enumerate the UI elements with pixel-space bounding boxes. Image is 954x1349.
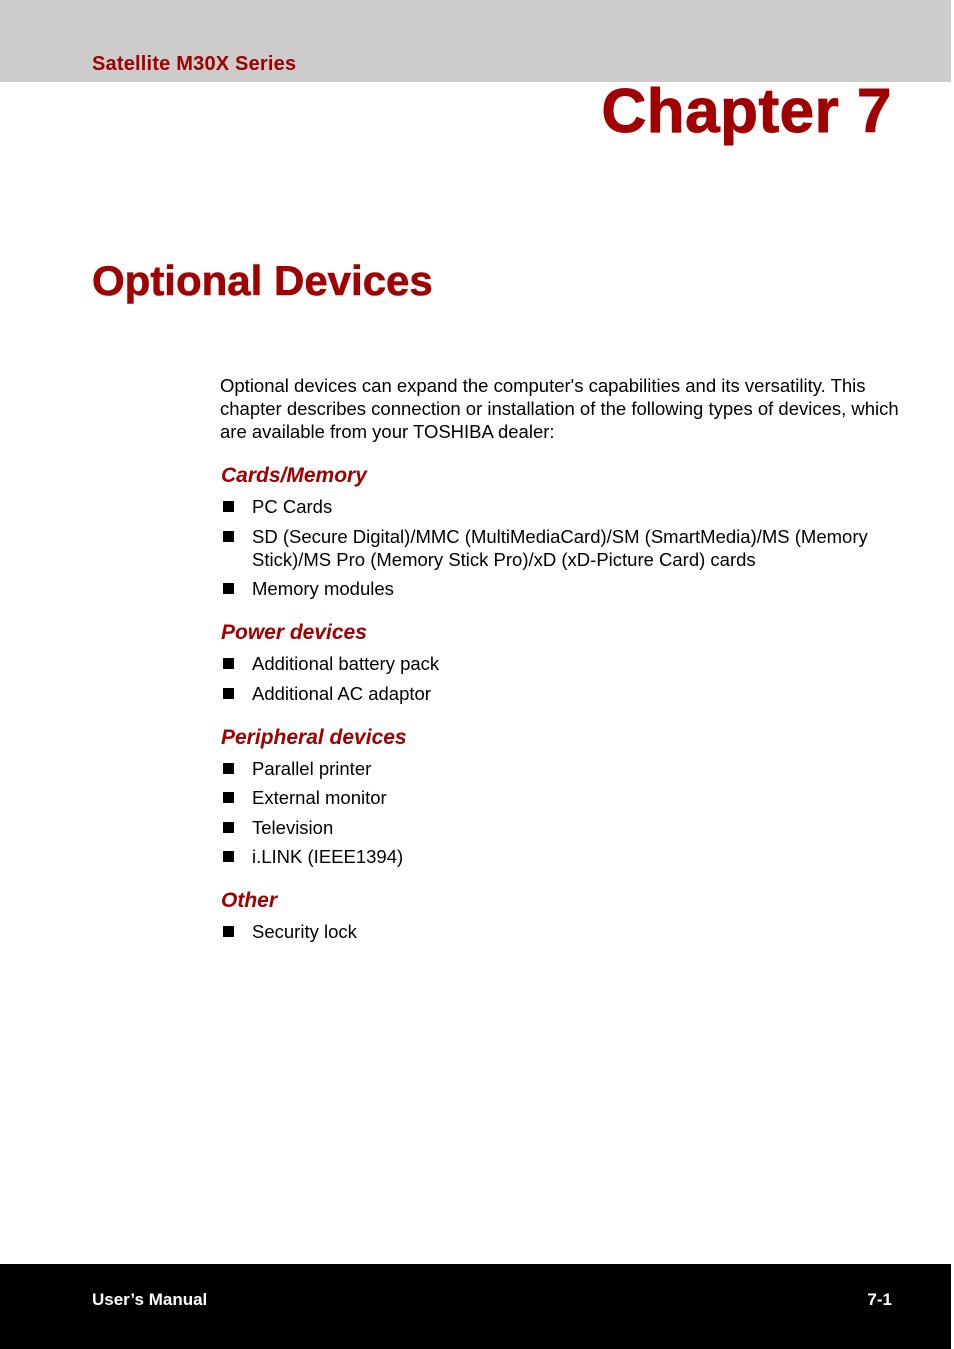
list-item — [220, 525, 910, 571]
square-bullet-icon — [223, 531, 234, 542]
list-item — [220, 920, 910, 943]
list-item — [220, 577, 910, 600]
list-item-text: Memory modules — [252, 578, 394, 599]
series-title: Satellite M30X Series — [92, 53, 297, 75]
list-item-text: Security lock — [252, 921, 357, 942]
list-item — [220, 786, 910, 809]
section-peripheral-devices — [220, 725, 910, 869]
list-item-text: Parallel printer — [252, 757, 372, 779]
footer-page-number: 7-1 — [867, 1290, 892, 1309]
list-item — [220, 816, 910, 839]
section-heading: Peripheral devices — [221, 725, 407, 749]
page-title: Optional Devices — [92, 257, 433, 304]
list-item-text: Additional battery pack — [252, 653, 440, 674]
bullet-list — [220, 920, 910, 943]
section-other — [220, 888, 910, 943]
square-bullet-icon — [223, 822, 234, 833]
section-heading: Power devices — [221, 621, 367, 644]
list-item-text: i.LINK (IEEE1394) — [252, 846, 404, 867]
square-bullet-icon — [223, 658, 234, 669]
bullet-list — [220, 495, 910, 600]
bullet-list — [220, 652, 910, 705]
square-bullet-icon — [223, 851, 234, 862]
section-cards-memory — [220, 463, 910, 600]
intro-paragraph: Optional devices can expand the computer's capabilities and its versatility. This chapter describes connection or installation of the following types of devices, which are available from your TOSHIBA dealer: — [220, 375, 899, 442]
square-bullet-icon — [223, 688, 234, 699]
square-bullet-icon — [223, 792, 234, 803]
section-heading: Cards/Memory — [221, 464, 367, 487]
list-item-text: Additional AC adaptor — [252, 682, 431, 704]
square-bullet-icon — [223, 501, 234, 512]
list-item — [220, 652, 910, 675]
list-item — [220, 757, 910, 780]
footer-manual-label: User’s Manual — [92, 1290, 208, 1309]
content — [220, 374, 910, 950]
list-item — [220, 845, 910, 868]
list-item-text: External monitor — [252, 787, 387, 808]
chapter-title: Chapter 7 — [601, 77, 892, 146]
list-item-text: SD (Secure Digital)/MMC (MultiMediaCard)/SM (SmartMedia)/MS (Memory Stick)/MS Pro (Memory Stick Pro)/xD (xD-Picture Card) cards — [252, 525, 868, 570]
list-item — [220, 682, 910, 705]
bullet-list — [220, 757, 910, 869]
square-bullet-icon — [223, 583, 234, 594]
list-item-text: PC Cards — [252, 496, 333, 517]
square-bullet-icon — [223, 926, 234, 937]
section-heading: Other — [221, 889, 278, 912]
list-item — [220, 495, 910, 518]
section-power-devices — [220, 620, 910, 705]
list-item-text: Television — [252, 816, 334, 838]
square-bullet-icon — [223, 763, 234, 774]
